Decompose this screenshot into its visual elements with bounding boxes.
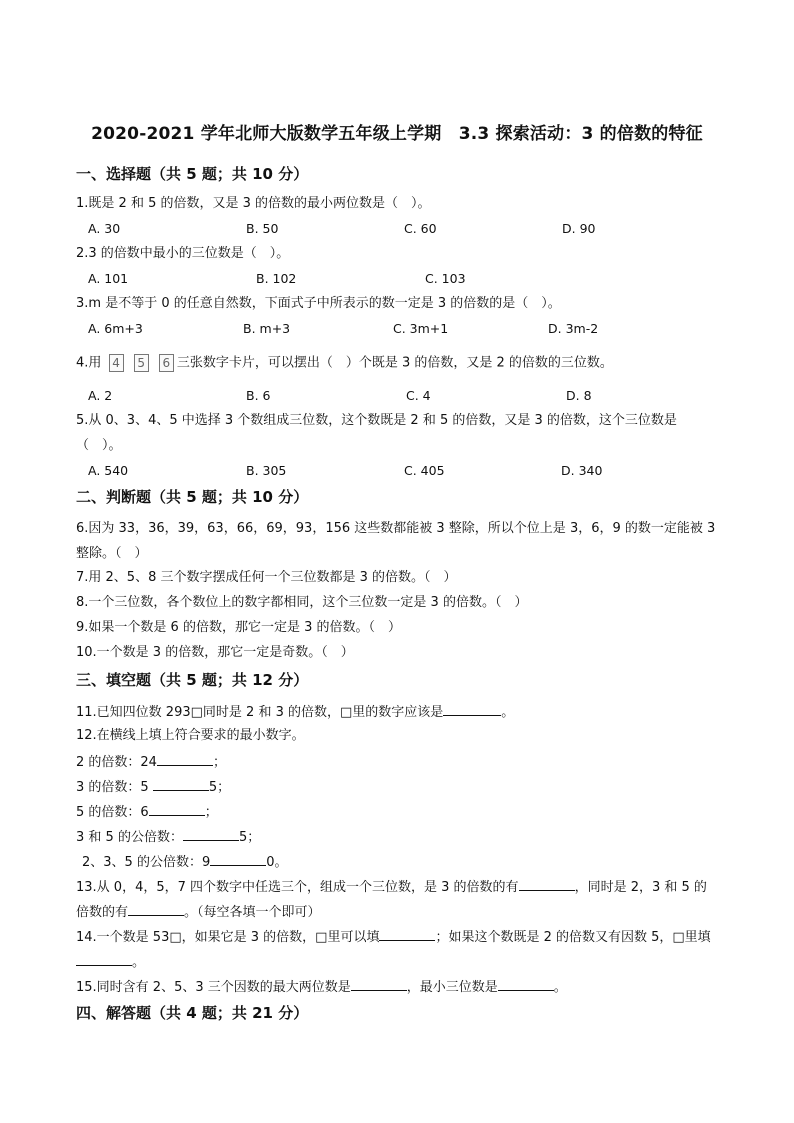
q1-option-a[interactable]: A. 30	[88, 221, 121, 236]
q2-option-a[interactable]: A. 101	[88, 271, 129, 286]
q12-line-4	[76, 828, 260, 846]
section-heading-choice: 一、选择题（共 5 题；共 10 分）	[76, 165, 309, 183]
question-13-line-2	[76, 903, 321, 921]
q12-line-1-tail: ；	[212, 755, 226, 770]
q5-option-c[interactable]: C. 405	[404, 463, 445, 478]
q12-blank-4[interactable]	[183, 828, 239, 841]
question-1: 1.既是 2 和 5 的倍数，又是 3 的倍数的最小两位数是（ ）。	[76, 196, 431, 211]
q14-blank-1[interactable]	[379, 928, 435, 941]
q14-tail: 。	[132, 955, 146, 970]
q4-prefix: 4.用	[76, 355, 102, 371]
question-14	[76, 928, 711, 946]
section-heading-solve: 四、解答题（共 4 题；共 21 分）	[76, 1004, 309, 1022]
q3-option-a[interactable]: A. 6m+3	[88, 321, 143, 336]
q15-text: 15.同时含有 2、5、3 三个因数的最大两位数是	[76, 980, 351, 995]
question-3: 3.m 是不等于 0 的任意自然数，下面式子中所表示的数一定是 3 的倍数的是（ ）。	[76, 296, 561, 311]
q3-option-c[interactable]: C. 3m+1	[393, 321, 449, 336]
q11-tail: 。	[501, 705, 515, 720]
question-2: 2.3 的倍数中最小的三位数是（ ）。	[76, 246, 290, 261]
q4-option-d[interactable]: D. 8	[566, 388, 592, 403]
q12-line-3	[76, 803, 218, 821]
q5-option-d[interactable]: D. 340	[561, 463, 603, 478]
q4-option-c[interactable]: C. 4	[406, 388, 431, 403]
q2-option-b[interactable]: B. 102	[256, 271, 297, 286]
question-10: 10.一个数是 3 的倍数，那它一定是奇数。（ ）	[76, 645, 354, 660]
q12-line-4-label: 3 和 5 的公倍数：	[76, 830, 183, 845]
q13-text-2: ，同时是 2，3 和 5 的	[574, 880, 707, 895]
q15-text-2: ，最小三位数是	[406, 980, 498, 995]
question-14-line-2	[76, 953, 145, 971]
question-8: 8.一个三位数，各个数位上的数字都相同，这个三位数一定是 3 的倍数。（ ）	[76, 595, 528, 610]
q3-option-d[interactable]: D. 3m-2	[548, 321, 599, 336]
q13-blank-1[interactable]	[519, 878, 575, 891]
q11-answer-blank[interactable]	[443, 703, 501, 716]
q12-line-3-tail: ；	[204, 805, 218, 820]
q4-suffix: 三张数字卡片，可以摆出（ ）个既是 3 的倍数，又是 2 的倍数的三位数。	[176, 355, 613, 371]
q12-line-1-label: 2 的倍数：24	[76, 755, 157, 770]
question-4	[76, 354, 613, 372]
page-title: 2020-2021 学年北师大版数学五年级上学期 3.3 探索活动：3 的倍数的特征	[91, 124, 703, 144]
q5-option-b[interactable]: B. 305	[246, 463, 287, 478]
question-5: 5.从 0、3、4、5 中选择 3 个数组成三位数，这个数既是 2 和 5 的倍数，又是 3 的倍数，这个三位数是（ ）。	[76, 413, 677, 453]
q12-line-2	[76, 778, 230, 796]
q1-option-d[interactable]: D. 90	[562, 221, 596, 236]
question-7: 7.用 2、5、8 三个数字摆成任何一个三位数都是 3 的倍数。（ ）	[76, 570, 457, 585]
section-heading-judge: 二、判断题（共 5 题；共 10 分）	[76, 488, 309, 506]
q12-line-4-tail: 5；	[238, 830, 261, 845]
question-6: 6.因为 33，36，39，63，66，69，93，156 这些数都能被 3 整除，所以个位上是 3，6，9 的数一定能被 3 整除。（ ）	[76, 521, 716, 561]
question-12: 12.在横线上填上符合要求的最小数字。	[76, 728, 305, 743]
q3-option-b[interactable]: B. m+3	[243, 321, 291, 336]
question-15	[76, 978, 567, 996]
q2-option-c[interactable]: C. 103	[425, 271, 466, 286]
q14-text: 14.一个数是 53□，如果它是 3 的倍数，□里可以填	[76, 930, 380, 945]
q13-note: 。（每空各填一个即可）	[184, 905, 321, 920]
q13-text: 13.从 0，4，5，7 四个数字中任选三个，组成一个三位数，是 3 的倍数的有	[76, 880, 519, 895]
q11-text: 11.已知四位数 293□同时是 2 和 3 的倍数，□里的数字应该是	[76, 705, 444, 720]
q12-blank-5[interactable]	[210, 853, 266, 866]
q15-tail: 。	[553, 980, 567, 995]
q13-blank-2[interactable]	[128, 903, 184, 916]
q14-blank-2[interactable]	[76, 953, 132, 966]
q12-line-5	[82, 853, 288, 871]
q12-line-5-label: 2、3、5 的公倍数：9	[82, 855, 211, 870]
question-13	[76, 878, 707, 896]
q12-line-3-label: 5 的倍数：6	[76, 805, 149, 820]
digit-card-6: 6	[159, 354, 174, 372]
q1-option-c[interactable]: C. 60	[404, 221, 437, 236]
q5-option-a[interactable]: A. 540	[88, 463, 129, 478]
digit-card-5: 5	[134, 354, 149, 372]
q12-line-2-tail: 5；	[208, 780, 231, 795]
q12-line-2-label: 3 的倍数：5	[76, 780, 153, 795]
question-11	[76, 703, 514, 721]
q1-option-b[interactable]: B. 50	[246, 221, 279, 236]
q14-text-2: ；如果这个数既是 2 的倍数又有因数 5，□里填	[435, 930, 711, 945]
question-9: 9.如果一个数是 6 的倍数，那它一定是 3 的倍数。（ ）	[76, 620, 401, 635]
q13-text-3: 倍数的有	[76, 905, 129, 920]
section-heading-fill: 三、填空题（共 5 题；共 12 分）	[76, 671, 309, 689]
digit-card-4: 4	[109, 354, 124, 372]
q12-line-1	[76, 753, 226, 771]
q12-blank-1[interactable]	[157, 753, 213, 766]
q15-blank-1[interactable]	[351, 978, 407, 991]
q15-blank-2[interactable]	[498, 978, 554, 991]
q4-option-a[interactable]: A. 2	[88, 388, 113, 403]
q12-blank-2[interactable]	[153, 778, 209, 791]
q4-option-b[interactable]: B. 6	[246, 388, 271, 403]
q12-blank-3[interactable]	[149, 803, 205, 816]
q12-line-5-tail: 0。	[266, 855, 288, 870]
